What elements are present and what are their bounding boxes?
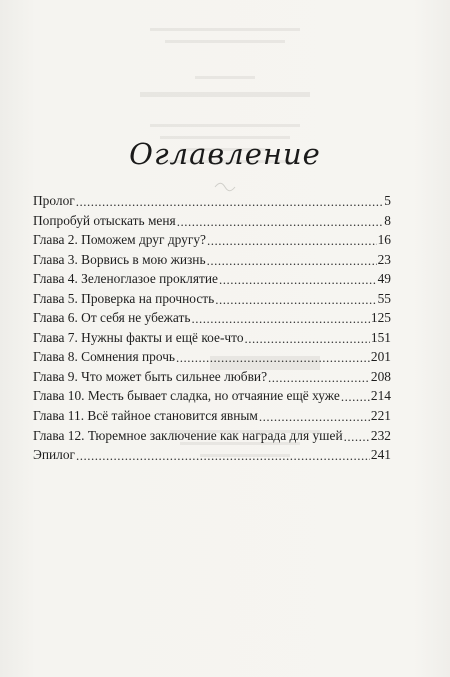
dot-leader <box>344 429 370 443</box>
toc-entry-label: Глава 10. Месть бывает сладка, но отчаяние ещё хуже <box>33 388 340 404</box>
toc-entry-page: 241 <box>370 447 391 463</box>
dot-leader <box>219 272 377 286</box>
dot-leader <box>207 233 377 247</box>
dot-leader <box>177 214 384 228</box>
toc-entry-chapter-6[interactable] <box>33 310 391 330</box>
toc-entry-label: Глава 12. Тюремное заключение как награда для ушей <box>33 427 343 443</box>
dot-leader <box>176 350 370 364</box>
table-of-contents <box>33 193 391 467</box>
toc-entry-label: Глава 11. Всё тайное становится явным <box>33 408 258 424</box>
toc-entry-page: 125 <box>370 310 391 326</box>
toc-entry-label: Глава 7. Нужны факты и ещё кое-что <box>33 329 244 345</box>
dot-leader <box>76 194 384 208</box>
toc-entry-label: Попробуй отыскать меня <box>33 212 176 228</box>
toc-entry-chapter-5[interactable] <box>33 291 391 311</box>
toc-entry-label: Эпилог <box>33 447 76 463</box>
dot-leader <box>245 331 370 345</box>
toc-entry-page: 151 <box>370 329 391 345</box>
toc-entry-chapter-11[interactable] <box>33 408 391 428</box>
toc-entry-chapter-4[interactable] <box>33 271 391 291</box>
toc-entry-chapter-10[interactable] <box>33 388 391 408</box>
ornament-divider <box>213 180 237 194</box>
toc-entry-page: 16 <box>377 232 391 248</box>
toc-entry-chapter-3[interactable] <box>33 252 391 272</box>
toc-entry-label: Глава 5. Проверка на прочность <box>33 290 215 306</box>
toc-entry-page: 23 <box>377 251 391 267</box>
toc-entry-page: 55 <box>377 290 391 306</box>
dot-leader <box>341 389 370 403</box>
dot-leader <box>268 370 370 384</box>
toc-entry-page: 49 <box>377 271 391 287</box>
toc-entry-label: Пролог <box>33 193 75 208</box>
toc-entry-page: 8 <box>384 212 391 228</box>
toc-entry-chapter-2[interactable] <box>33 232 391 252</box>
toc-entry-page: 214 <box>370 388 391 404</box>
toc-entry-chapter-1[interactable] <box>33 213 391 233</box>
toc-entry-label: Глава 4. Зеленоглазое проклятие <box>33 271 218 287</box>
toc-entry-page: 201 <box>370 349 391 365</box>
dot-leader <box>191 311 369 325</box>
dot-leader <box>207 253 377 267</box>
dot-leader <box>259 409 370 423</box>
dot-leader <box>215 292 376 306</box>
toc-entry-epilogue[interactable] <box>33 447 391 467</box>
toc-entry-page: 208 <box>370 368 391 384</box>
toc-entry-chapter-9[interactable] <box>33 369 391 389</box>
toc-entry-page: 221 <box>370 408 391 424</box>
toc-entry-page: 232 <box>370 427 391 443</box>
toc-entry-label: Глава 6. От себя не убежать <box>33 310 191 326</box>
toc-entry-page: 5 <box>384 193 391 208</box>
toc-entry-label: Глава 2. Поможем друг другу? <box>33 232 206 248</box>
toc-entry-label: Глава 8. Сомнения прочь <box>33 349 176 365</box>
toc-entry-chapter-7[interactable] <box>33 330 391 350</box>
toc-entry-label: Глава 3. Ворвись в мою жизнь <box>33 251 206 267</box>
toc-entry-label: Глава 9. Что может быть сильнее любви? <box>33 368 268 384</box>
toc-entry-chapter-12[interactable] <box>33 428 391 448</box>
toc-entry-chapter-8[interactable] <box>33 349 391 369</box>
toc-entry-prologue[interactable] <box>33 193 391 213</box>
page-title: Оглавление <box>129 137 321 171</box>
dot-leader <box>76 448 370 462</box>
